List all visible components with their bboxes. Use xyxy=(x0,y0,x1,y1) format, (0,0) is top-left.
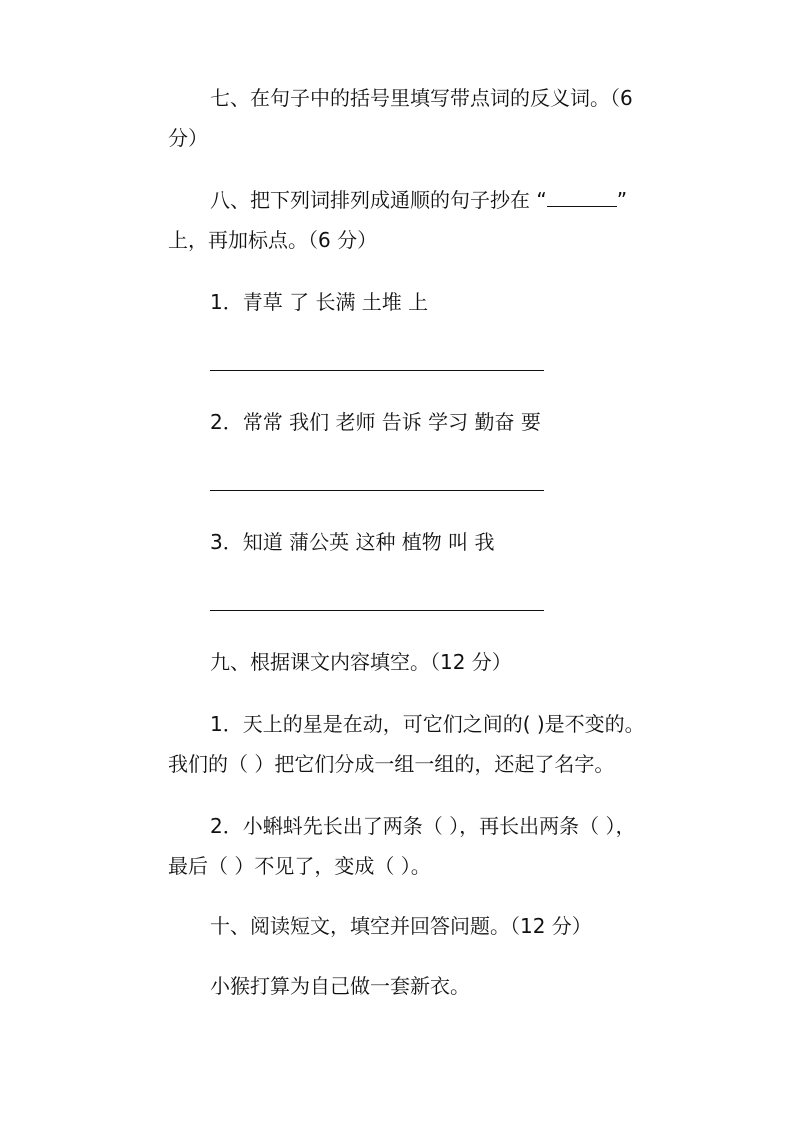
q8-item-1: 1．青草 了 长满 土堆 上 xyxy=(210,290,429,314)
blank-underline xyxy=(547,186,617,207)
q8-line-1-closing-quote: ” xyxy=(616,188,628,212)
q8-answer-line-1[interactable] xyxy=(210,370,544,371)
q9-item-2-line-1: 2．小蝌蚪先长出了两条（ ），再长出两条（ ）， xyxy=(210,814,636,838)
q8-item-2: 2．常常 我们 老师 告诉 学习 勤奋 要 xyxy=(210,410,541,434)
q9-title: 九、根据课文内容填空。（12 分） xyxy=(210,650,512,674)
q8-answer-line-3[interactable] xyxy=(210,610,544,611)
q8-item-3: 3．知道 蒲公英 这种 植物 叫 我 xyxy=(210,530,495,554)
q10-passage-line-1: 小猴打算为自己做一套新衣。 xyxy=(210,974,470,998)
q7-line-2: 分） xyxy=(168,126,208,150)
q9-item-2-line-2: 最后（ ）不见了，变成（ ）。 xyxy=(168,854,431,878)
q9-item-1-line-2: 我们的（ ）把它们分成一组一组的，还起了名字。 xyxy=(168,752,615,776)
q8-line-1 xyxy=(210,186,627,214)
q7-line-1: 七、在句子中的括号里填写带点词的反义词。（6 xyxy=(210,86,633,110)
q8-line-2: 上，再加标点。（6 分） xyxy=(168,228,378,252)
q8-line-1-text: 八、把下列词排列成通顺的句子抄在 “ xyxy=(210,188,547,212)
q8-answer-line-2[interactable] xyxy=(210,490,544,491)
q9-item-1-line-1: 1．天上的星是在动，可它们之间的( )是不变的。 xyxy=(210,712,645,736)
q10-title: 十、阅读短文，填空并回答问题。（12 分） xyxy=(210,914,592,938)
